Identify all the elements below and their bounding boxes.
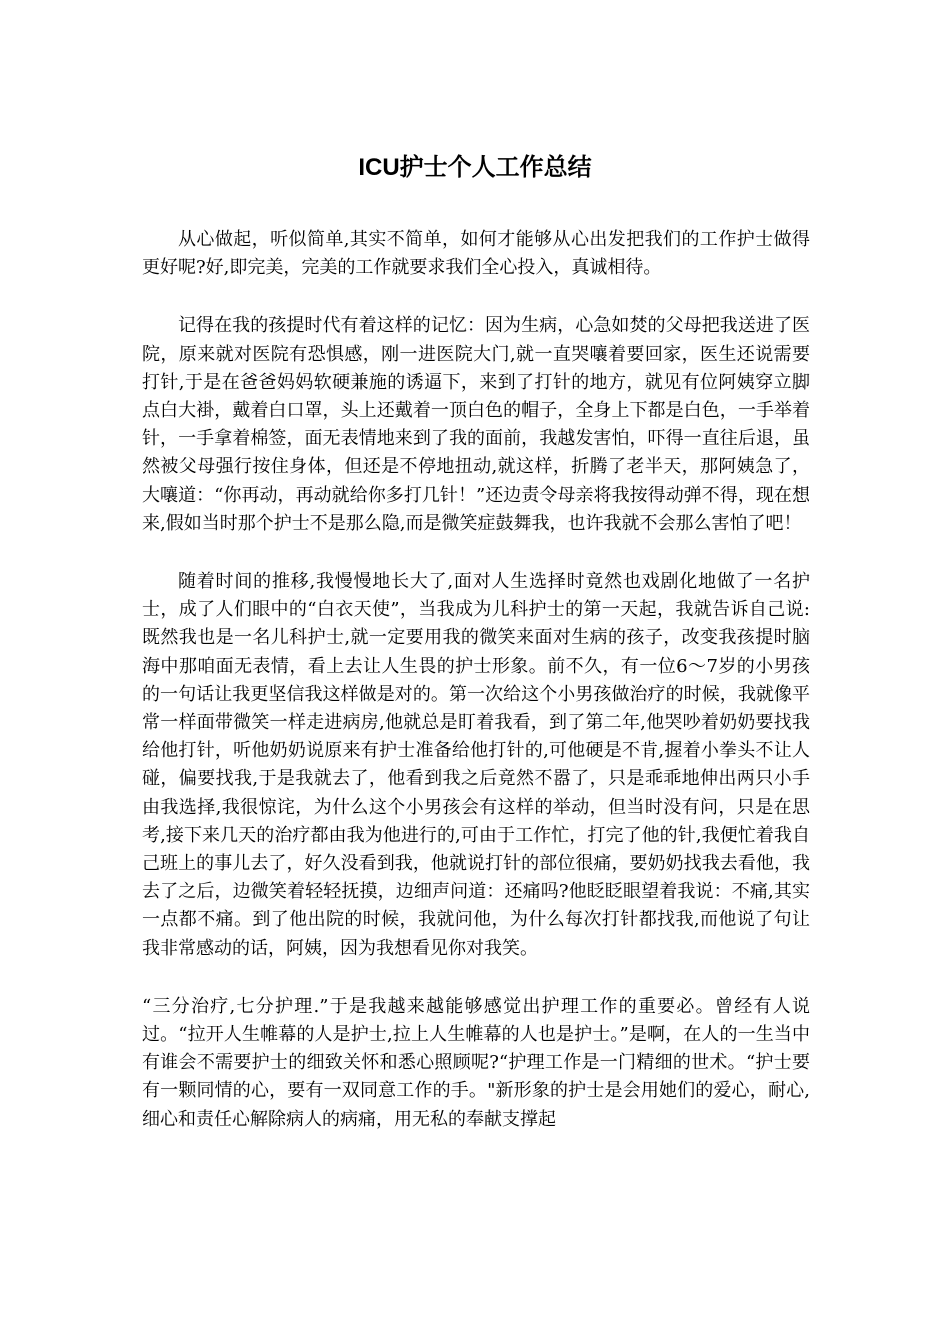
document-body bbox=[142, 226, 810, 1164]
paragraph-childhood-memory: 记得在我的孩提时代有着这样的记忆：因为生病，心急如焚的父母把我送进了医院，原来就对医院有恐惧感，刚一进医院大门,就一直哭嚷着要回家，医生还说需要打针,于是在爸爸妈妈软硬兼施的诱逼下，来到了打针的地方，就见有位阿姨穿立脚点白大褂，戴着白口罩，头上还戴着一顶白色的帽子，全身上下都是白色，一手举着针，一手拿着棉签，面无表情地来到了我的面前，我越发害怕，吓得一直往后退，虽然被父母强行按住身体，但还是不停地扭动,就这样，折腾了老半天，那阿姨急了，大嚷道：“你再动，再动就给你多打几针！”还边责令母亲将我按得动弹不得，现在想来,假如当时那个护士不是那么隐,而是微笑症鼓舞我，也许我就不会那么害怕了吧！ bbox=[142, 315, 810, 534]
document-title: ICU护士个人工作总结 bbox=[358, 154, 592, 181]
paragraph-nursing-importance: “三分治疗,七分护理.”于是我越来越能够感觉出护理工作的重要必。曾经有人说过。“拉开人生帷幕的人是护士,拉上人生帷幕的人也是护士。”是啊，在人的一生当中有谁会不需要护士的细致关怀和悉心照顾呢?“护理工作是一门精细的世术。“护士要有一颗同情的心，要有一双同意工作的手。"新形象的护士是会用她们的爱心，耐心,细心和责任心解除病人的病痛，用无私的奉献支撑起 bbox=[142, 995, 810, 1130]
paragraph-intro: 从心做起，听似简单,其实不简单，如何才能够从心出发把我们的工作护士做得更好呢?好,即完美，完美的工作就要求我们全心投入，真诚相待。 bbox=[142, 229, 810, 279]
paragraph-becoming-nurse: 随着时间的推移,我慢慢地长大了,面对人生选择时竟然也戏剧化地做了一名护士，成了人们眼中的“白衣天使”，当我成为儿科护士的第一天起，我就告诉自己说:既然我也是一名儿科护士,就一定要用我的微笑来面对生病的孩子，改变我孩提时脑海中那咱面无表情，看上去让人生畏的护士形象。前不久，有一位6～7岁的小男孩的一句话让我更坚信我这样做是对的。第一次给这个小男孩做治疗的时候，我就像平常一样面带微笑一样走进病房,他就总是盯着我看，到了第二年,他哭吵着奶奶要找我给他打针，听他奶奶说原来有护士准备给他打针的,可他硬是不肯,握着小拳头不让人碰，偏要找我,于是我就去了，他看到我之后竟然不嚣了，只是乖乖地伸出两只小手由我选择,我很惊诧，为什么这个小男孩会有这样的举动，但当时没有问，只是在思考,接下来几天的治疗都由我为他进行的,可由于工作忙，打完了他的针,我便忙着我自己班上的事儿去了，好久没看到我，他就说打针的部位很痛，要奶奶找我去看他，我去了之后，边微笑着轻轻抚摸，边细声问道：还痛吗?他眨眨眼望着我说：不痛,其实一点都不痛。到了他出院的时候，我就问他，为什么每次打针都找我,而他说了句让我非常感动的话，阿姨，因为我想看见你对我笑。 bbox=[142, 571, 810, 959]
